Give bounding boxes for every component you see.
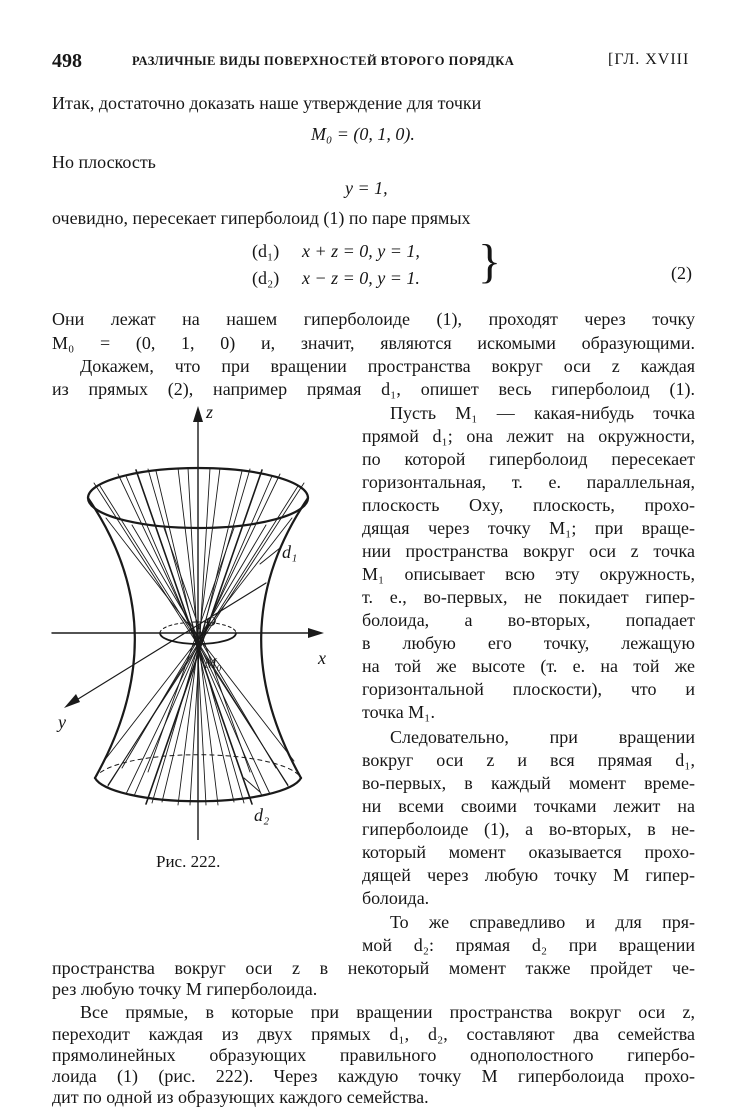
para2-line-2: из прямых (2), например прямая d₁, опишет весь гиперболоид (1).: [52, 379, 695, 399]
figure-label-d2: d₂: [254, 805, 270, 825]
right-column-line: мой d₂: прямая d₂ при вращении: [362, 935, 695, 955]
right-column-line: плоскость Oxy, плоскость, прохо-: [362, 495, 695, 515]
figure-label-y: y: [58, 712, 66, 732]
x-axis-arrow: [308, 628, 324, 638]
point-m0-equation: M₀ = (0, 1, 0).: [311, 124, 415, 144]
running-title: РАЗЛИЧНЫЕ ВИДЫ ПОВЕРХНОСТЕЙ ВТОРОГО ПОРЯДКА: [132, 54, 515, 68]
plane-equation: y = 1,: [345, 178, 388, 198]
right-column-line: ни всеми своими точками лежит на: [362, 796, 695, 816]
equation-number: (2): [671, 263, 692, 283]
para-last-line-5: дит по одной из образующих каждого семейства.: [52, 1087, 429, 1108]
para-last-line-2: переходит каждая из двух прямых d₁, d₂, составляют два семейства: [52, 1023, 695, 1044]
right-column-line: прямой d₁; она лежит на окружности,: [362, 426, 695, 446]
figure-label-m0: M₀: [204, 656, 222, 672]
para1-line-2: M₀ = (0, 1, 0) и, значит, являются искомыми образующими.: [52, 333, 695, 353]
para-last-line-1: Все прямые, в которые при вращении пространства вокруг оси z,: [80, 1002, 695, 1023]
figure-caption: Рис. 222.: [156, 852, 221, 871]
equation-d1-label: (d₁): [252, 241, 280, 261]
right-column-line: в любую его точку, лежащую: [362, 633, 695, 653]
right-column-line: во-первых, в каждый момент време-: [362, 773, 695, 793]
right-column-line: M₁ описывает всю эту окружность,: [362, 564, 695, 584]
para-last-line-3: прямолинейных образующих правильного однополостного гипербо-: [52, 1044, 695, 1065]
right-column-line: горизонтальная, т. е. параллельная,: [362, 472, 695, 492]
figure-label-x: x: [318, 648, 326, 668]
para-after-line-2: рез любую точку M гиперболоида.: [52, 979, 318, 1000]
right-column-line: горизонтальной плоскости), что и: [362, 679, 695, 699]
y-axis: [70, 583, 266, 704]
right-column-line: на той же высоте (т. е. на той же: [362, 656, 695, 676]
right-column-line: т. е., во-первых, не покидает гипер-: [362, 587, 695, 607]
equation-d1: x + z = 0, y = 1,: [302, 241, 420, 261]
right-silhouette: [261, 498, 308, 778]
intro-line-2: Но плоскость: [52, 152, 156, 172]
equation-d2-label: (d₂): [252, 268, 280, 288]
right-column-line: Следовательно, при вращении: [390, 727, 695, 747]
page-number: 498: [52, 50, 82, 72]
right-brace: }: [478, 235, 502, 288]
right-column-line: вокруг оси z и вся прямая d₁,: [362, 750, 695, 770]
point-m0: [195, 641, 200, 646]
hyperboloid-figure: [48, 400, 358, 840]
para-after-line-1: пространства вокруг оси z в некоторый момент также пройдет че-: [52, 958, 695, 979]
para-last-line-4: лоида (1) (рис. 222). Через каждую точку M гиперболоида прохо-: [52, 1065, 695, 1086]
left-silhouette: [88, 498, 135, 778]
right-column-line: нии пространства вокруг оси z точка: [362, 541, 695, 561]
para1-line-1: Они лежат на нашем гиперболоиде (1), проходят через точку: [52, 309, 695, 329]
figure-label-d1: d₁: [282, 542, 298, 562]
z-axis-arrow: [193, 406, 203, 422]
right-column-line: Пусть M₁ — какая-нибудь точка: [390, 403, 695, 423]
right-column-line: точка M₁.: [362, 702, 435, 722]
intro-line-3: очевидно, пересекает гиперболоид (1) по паре прямых: [52, 208, 471, 228]
right-column-line: болоида, а во-вторых, попадает: [362, 610, 695, 630]
right-column-line: гиперболоиде (1), а во-вторых, в не-: [362, 819, 695, 839]
para2-line-1: Докажем, что при вращении пространства вокруг оси z каждая: [80, 356, 695, 376]
chapter-label: [ГЛ. XVIII: [608, 51, 690, 68]
right-column-line: по которой гиперболоид пересекает: [362, 449, 695, 469]
right-column-line: который момент оказывается прохо-: [362, 842, 695, 862]
figure-label-origin: O: [206, 615, 217, 630]
y-axis-arrow: [64, 694, 80, 708]
right-column-line: дящая через точку M₁; при враще-: [362, 518, 695, 538]
equation-d2: x − z = 0, y = 1.: [302, 268, 420, 288]
right-column-line: дящей через любую точку M гипер-: [362, 865, 695, 885]
right-column-line: То же справедливо и для пря-: [390, 912, 695, 932]
figure-label-z: z: [206, 402, 214, 422]
intro-line-1: Итак, достаточно доказать наше утверждение для точки: [52, 93, 482, 113]
right-column-line: болоида.: [362, 888, 430, 908]
rulings: [94, 468, 304, 805]
